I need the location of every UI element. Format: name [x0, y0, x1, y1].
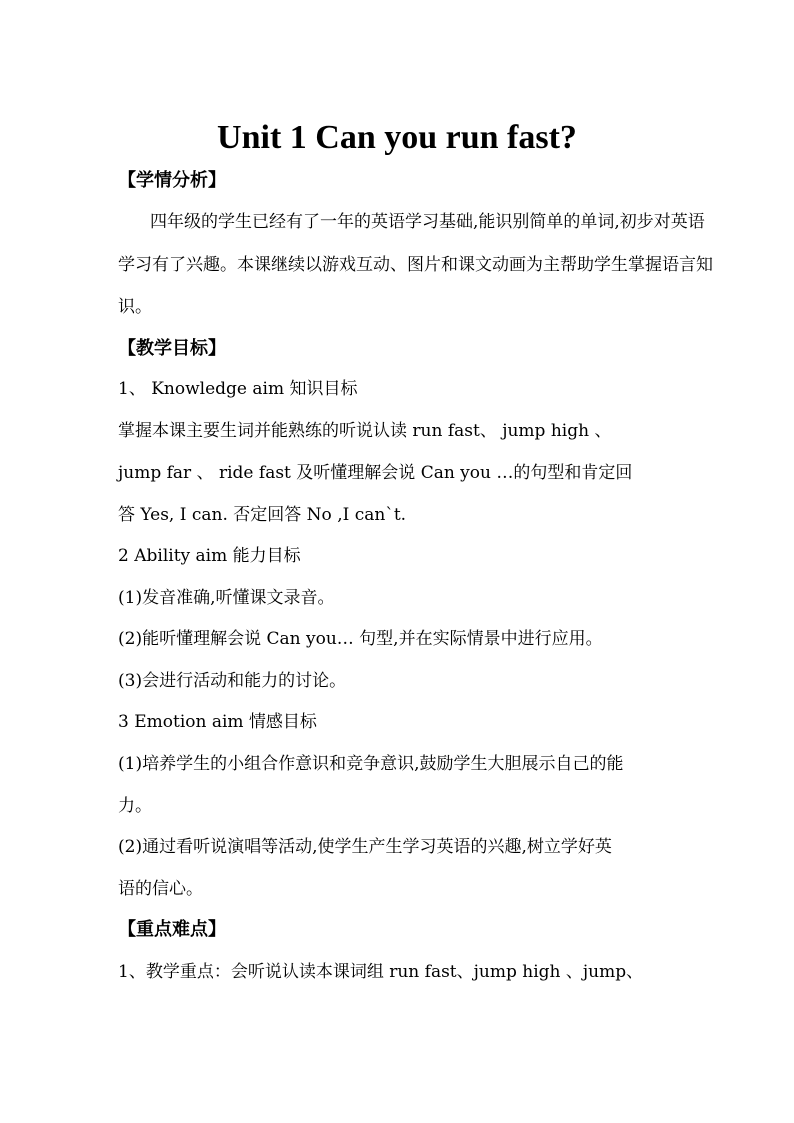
section-heading-analysis: 【学情分析】	[118, 170, 226, 191]
section-heading-goals: 【教学目标】	[118, 338, 226, 359]
paragraph-line: jump far 、 ride fast 及听懂理解会说 Can you …的句型和肯定回	[118, 463, 633, 483]
paragraph-line: 掌握本课主要生词并能熟练的听说认读 run fast、 jump high 、	[118, 421, 612, 441]
paragraph-line: 四年级的学生已经有了一年的英语学习基础,能识别简单的单词,初步对英语	[150, 212, 705, 232]
paragraph-line: (1)培养学生的小组合作意识和竞争意识,鼓励学生大胆展示自己的能	[118, 754, 624, 774]
document-title: Unit 1 Can you run fast?	[217, 119, 577, 156]
paragraph-line: 语的信心。	[118, 879, 203, 899]
paragraph-line: 1、教学重点：会听说认读本课词组 run fast、jump high 、jump、	[118, 962, 644, 982]
paragraph-line: 学习有了兴趣。本课继续以游戏互动、图片和课文动画为主帮助学生掌握语言知	[118, 255, 713, 275]
paragraph-line: (2)能听懂理解会说 Can you… 句型,并在实际情景中进行应用。	[118, 629, 603, 649]
paragraph-line: (3)会进行活动和能力的讨论。	[118, 671, 347, 691]
knowledge-aim-title: 1、 Knowledge aim 知识目标	[118, 379, 358, 399]
paragraph-line: 识。	[118, 297, 152, 317]
ability-aim-title: 2 Ability aim 能力目标	[118, 546, 301, 566]
section-heading-keypoints: 【重点难点】	[118, 919, 226, 940]
paragraph-line: (1)发音准确,听懂课文录音。	[118, 588, 335, 608]
paragraph-line: (2)通过看听说演唱等活动,使学生产生学习英语的兴趣,树立学好英	[118, 837, 612, 857]
paragraph-line: 答 Yes, I can. 否定回答 No ,I can`t.	[118, 505, 407, 525]
emotion-aim-title: 3 Emotion aim 情感目标	[118, 712, 317, 732]
paragraph-line: 力。	[118, 796, 152, 816]
